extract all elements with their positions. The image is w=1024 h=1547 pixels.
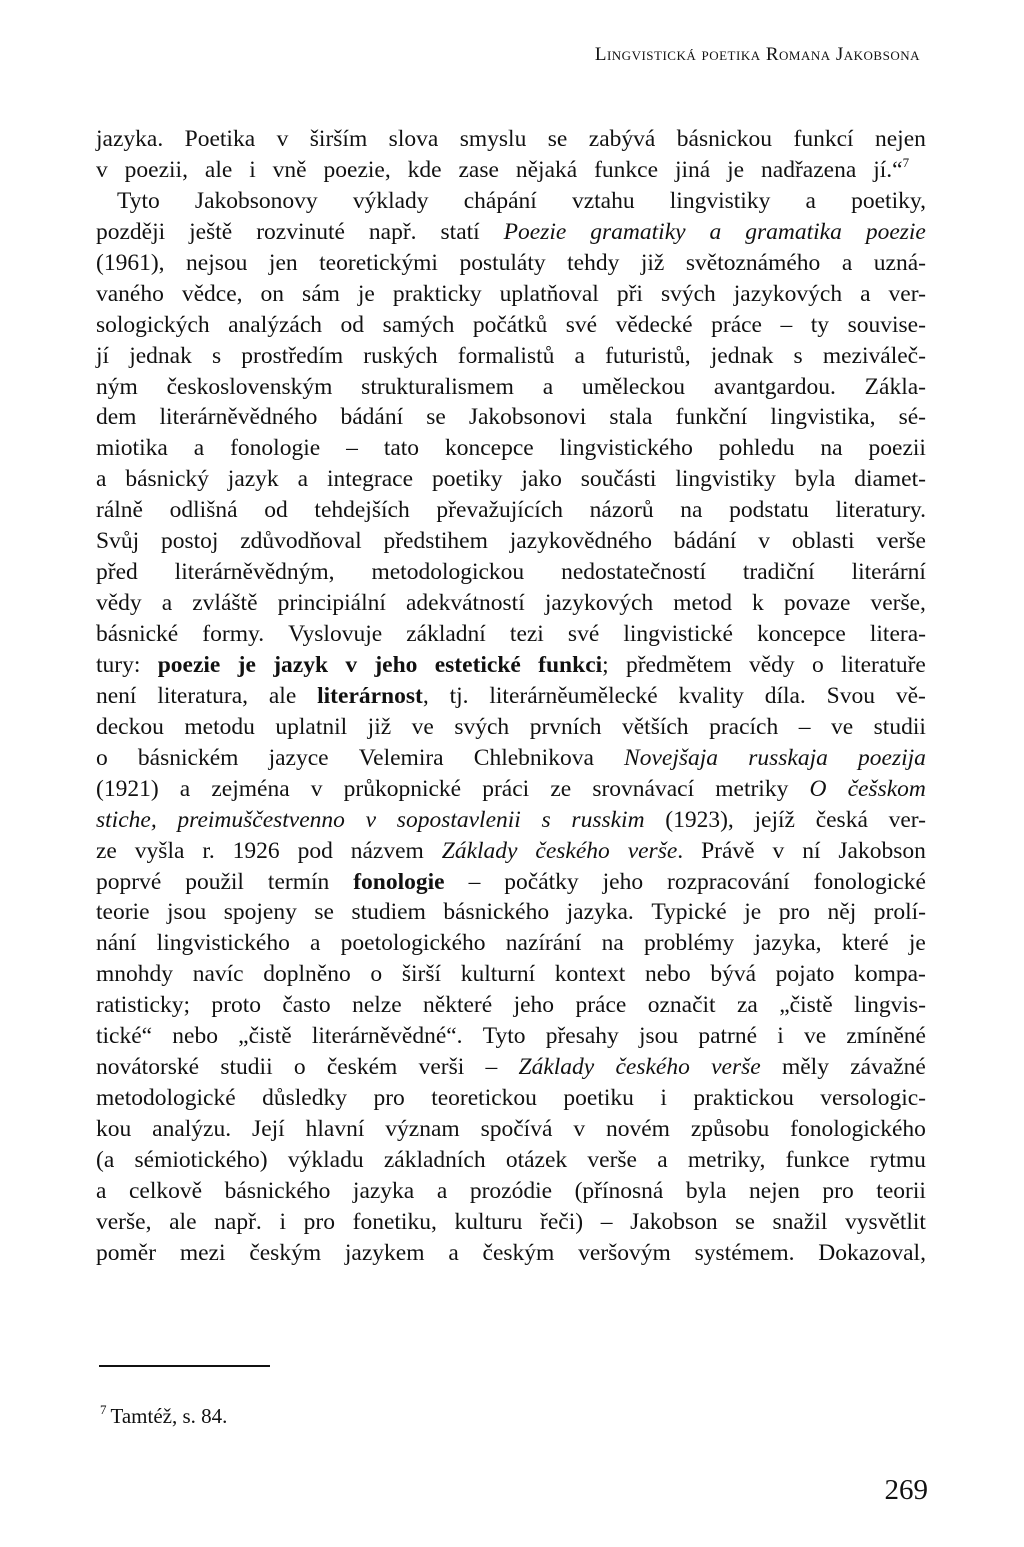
text-line: ze vyšla r. 1926 pod názvem Základy českého verše. Právě v ní Jakobson [96, 837, 926, 864]
body-text [96, 124, 926, 1269]
text-line: vědy a zvláště principiální adekvátností jazykových metod k povaze verše, [96, 590, 926, 617]
text-line: později ještě rozvinuté např. statí Poezie gramatiky a gramatika poezie [96, 218, 926, 245]
text-line: básnické formy. Vyslovuje základní tezi své lingvistické koncepce litera- [96, 621, 926, 647]
text-line: (1961), nejsou jen teoretickými postuláty tehdy již světoznámého a uzná- [96, 249, 926, 276]
text-line: teorie jsou spojeny se studiem básnického jazyka. Typické je pro něj prolí- [96, 899, 926, 926]
text-line: kou analýzu. Její hlavní význam spočívá v novém způsobu fonologického [96, 1116, 926, 1142]
text-line: dem literárněvědného bádání se Jakobsonovi stala funkční lingvistika, sé- [96, 404, 926, 431]
text-line: jí jednak s prostředím ruských formalistů a futuristů, jednak s meziváleč- [96, 342, 926, 369]
text-line: před literárněvědným, metodologickou nedostatečností tradiční literární [96, 559, 926, 586]
text-line: Tyto Jakobsonovy výklady chápání vztahu lingvistiky a poetiky, [117, 187, 926, 214]
footnote-separator [99, 1365, 270, 1367]
text-line: (1921) a zejména v průkopnické práci ze srovnávací metriky O češskom [96, 775, 926, 802]
text-line: miotika a fonologie – tato koncepce lingvistického pohledu na poezii [96, 435, 926, 462]
running-header: Lingvistická poetika Romana Jakobsona [594, 44, 920, 65]
text-line: poměr mezi českým jazykem a českým veršovým systémem. Dokazoval, [96, 1239, 926, 1266]
text-line: není literatura, ale literárnost, tj. literárněumělecké kvality díla. Svou vě- [96, 682, 926, 709]
text-line: sologických analýzách od samých počátků své vědecké práce – ty souvise- [96, 311, 926, 338]
text-line: verše, ale např. i pro fonetiku, kulturu řeči) – Jakobson se snažil vysvětlit [96, 1208, 926, 1235]
text-line: jazyka. Poetika v širším slova smyslu se zabývá básnickou funkcí nejen [96, 126, 926, 152]
text-line: Svůj postoj zdůvodňoval předstihem jazykovědného bádání v oblasti verše [96, 528, 926, 555]
text-line: metodologické důsledky pro teoretickou poetiku i praktickou versologic- [96, 1085, 926, 1112]
footnote [100, 1402, 227, 1429]
text-line: a celkově básnického jazyka a prozódie (přínosná byla nejen pro teorii [96, 1177, 926, 1204]
text-line: rálně odlišná od tehdejších převažujících názorů na podstatu literatury. [96, 497, 926, 524]
text-line: ratisticky; proto často nelze některé jeho práce označit za „čistě lingvis- [96, 992, 926, 1019]
text-line: nání lingvistického a poetologického nazírání na problémy jazyka, které je [96, 930, 926, 957]
text-line: a básnický jazyk a integrace poetiky jako součásti lingvistiky byla diamet- [96, 466, 926, 493]
text-line: vaného vědce, on sám je prakticky uplatňoval při svých jazykových a ver- [96, 280, 926, 307]
text-line: tické“ nebo „čistě literárněvědné“. Tyto přesahy jsou patrné i ve zmíněné [96, 1023, 926, 1050]
text-line: o básnickém jazyce Velemira Chlebnikova Novejšaja russkaja poezija [96, 744, 926, 771]
text-line: v poezii, ale i vně poezie, kde zase nějaká funkce jiná je nadřazena jí.“$^7$ [96, 154, 910, 183]
text-line: ným československým strukturalismem a uměleckou avantgardou. Zákla- [96, 373, 926, 400]
footnote-text: Tamtéž, s. 84. [110, 1404, 228, 1428]
text-line: mnohdy navíc doplněno o širší kulturní kontext nebo bývá pojato kompa- [96, 961, 926, 988]
text-line: novátorské studii o českém verši – Základy českého verše měly závažné [96, 1054, 926, 1081]
text-line: tury: poezie je jazyk v jeho estetické funkci; předmětem vědy o literatuře [96, 651, 926, 678]
text-line: poprvé použil termín fonologie – počátky jeho rozpracování fonologické [96, 868, 926, 895]
text-line: deckou metodu uplatnil již ve svých prvních větších pracích – ve studii [96, 713, 926, 740]
text-line: (a sémiotického) výkladu základních otázek verše a metriky, funkce rytmu [96, 1146, 926, 1173]
page-number: 269 [884, 1474, 928, 1506]
text-line: stiche, preimuščestvenno v sopostavlenii s russkim (1923), jejíž česká ver- [96, 806, 926, 833]
footnote-marker: 7 [100, 1402, 107, 1417]
